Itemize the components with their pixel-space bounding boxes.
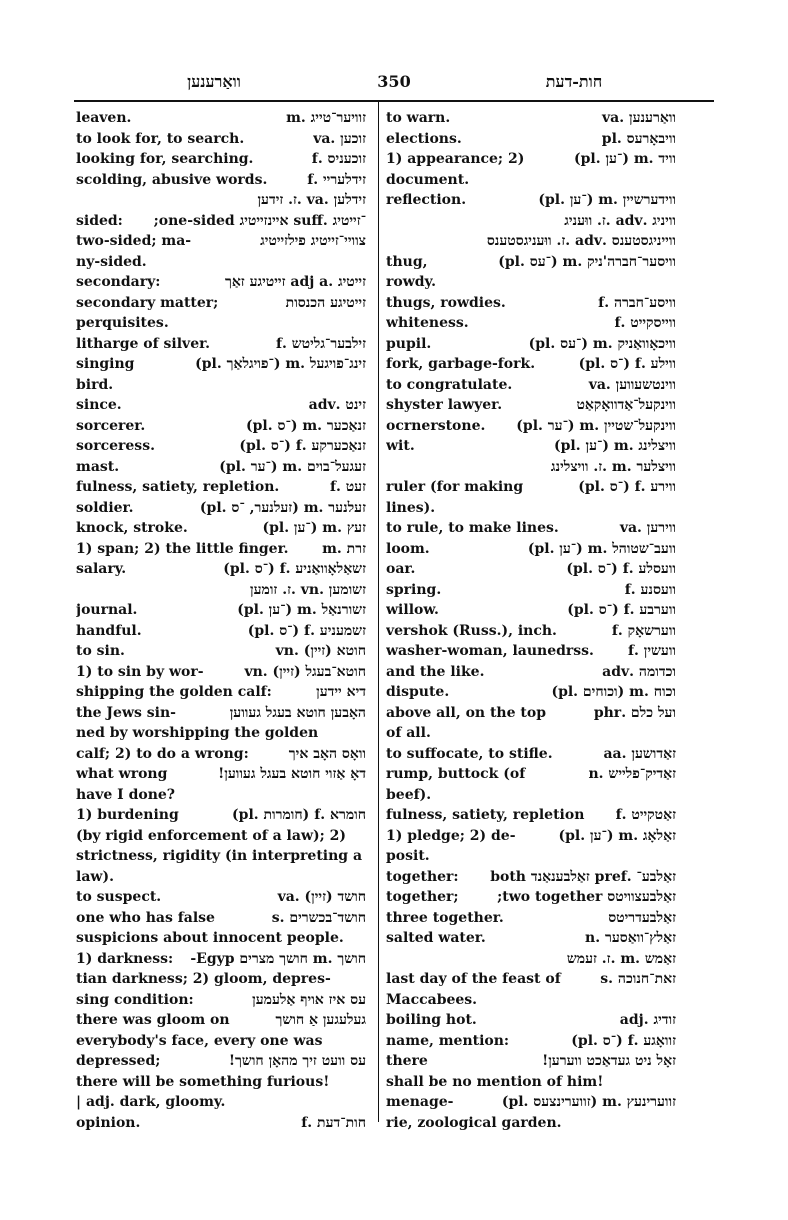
english-definition: together: bbox=[386, 868, 459, 885]
yiddish-headword: זרת .m bbox=[322, 540, 366, 557]
english-definition: posit. bbox=[386, 848, 430, 864]
dictionary-line bbox=[76, 129, 366, 150]
yiddish-headword: צוויי־זייטיג פילזייטיג bbox=[260, 233, 366, 249]
english-definition: knock, stroke. bbox=[76, 520, 188, 536]
yiddish-headword: וועשין .f bbox=[627, 643, 676, 659]
dictionary-line bbox=[386, 580, 676, 601]
english-definition: leaven. bbox=[76, 110, 132, 126]
english-definition: soldier. bbox=[76, 499, 134, 516]
dictionary-line bbox=[76, 621, 366, 642]
english-definition: menage- bbox=[386, 1094, 454, 1110]
english-definition: shall be no mention of him! bbox=[386, 1073, 604, 1090]
dictionary-line bbox=[76, 662, 366, 683]
dictionary-line bbox=[386, 682, 676, 703]
yiddish-headword: ווירע .f (־ס .pl) bbox=[578, 479, 676, 495]
english-definition: above all, on the top bbox=[386, 704, 546, 721]
yiddish-headword: חומרא .f (חומרות .pl) bbox=[232, 807, 366, 823]
dictionary-line bbox=[76, 436, 366, 457]
dictionary-line bbox=[76, 1051, 366, 1072]
yiddish-headword: וויניג .adv .ז. ווּעניג bbox=[564, 212, 676, 229]
yiddish-headword: וועסנע .f bbox=[624, 581, 676, 598]
yiddish-headword: זווערינעץ .m (זווערינצעס .pl) bbox=[501, 1094, 676, 1110]
dictionary-line bbox=[76, 477, 366, 498]
yiddish-headword: זילבער־גליטש .f bbox=[275, 335, 366, 352]
english-definition: 1) burdening bbox=[76, 807, 179, 823]
dictionary-line bbox=[386, 703, 676, 724]
dictionary-line bbox=[386, 969, 676, 990]
yiddish-headword: זנאַכערקע .f (־ס .pl) bbox=[239, 438, 366, 454]
dictionary-line bbox=[76, 949, 366, 970]
english-definition: have I done? bbox=[76, 786, 176, 803]
dictionary-line bbox=[76, 190, 366, 211]
english-definition: rowdy. bbox=[386, 274, 436, 290]
english-definition: sing condition: bbox=[76, 991, 194, 1008]
yiddish-headword: וואָס האָב איך bbox=[288, 745, 366, 762]
english-definition: shipping the golden calf: bbox=[76, 684, 272, 700]
dictionary-line bbox=[386, 1031, 676, 1052]
english-definition: rie, zoological garden. bbox=[386, 1114, 562, 1131]
english-definition: two-sided; ma- bbox=[76, 233, 192, 249]
english-definition: 1) appearance; 2) bbox=[386, 151, 525, 167]
english-definition: there was gloom on bbox=[76, 1012, 230, 1028]
english-definition: sorcerer. bbox=[76, 417, 146, 434]
dictionary-line bbox=[386, 395, 676, 416]
dictionary-line bbox=[76, 1010, 366, 1031]
dictionary-line bbox=[76, 518, 366, 539]
english-definition: 1) pledge; 2) de- bbox=[386, 827, 516, 844]
yiddish-headword: ווייניגסטענס .adv .ז. ווּעניגסטענס bbox=[486, 233, 676, 249]
english-definition: ny-sided. bbox=[76, 253, 147, 270]
english-definition: looking for, searching. bbox=[76, 151, 254, 167]
english-definition: ocrnerstone. bbox=[386, 417, 486, 434]
page-number: 350 bbox=[377, 72, 411, 91]
yiddish-headword: זייטיגע הכנסות bbox=[285, 294, 366, 311]
english-definition: everybody's face, every one was bbox=[76, 1032, 323, 1049]
yiddish-headword: ווינטשעווען .va bbox=[588, 376, 676, 393]
yiddish-headword: ווערשאָק .f bbox=[611, 622, 676, 639]
dictionary-line bbox=[76, 313, 366, 334]
yiddish-headword: זינג־פויגעל .m (־פויגלאַך .pl) bbox=[195, 356, 366, 372]
dictionary-line bbox=[386, 621, 676, 642]
dictionary-line bbox=[76, 600, 366, 621]
dictionary-line bbox=[386, 826, 676, 847]
yiddish-headword: ווינקעל־שטיין .m (־ער .pl) bbox=[516, 417, 676, 434]
english-definition: opinion. bbox=[76, 1114, 141, 1131]
dictionary-line bbox=[76, 908, 366, 929]
dictionary-line bbox=[386, 498, 676, 519]
yiddish-headword: זאַטקייט .f bbox=[615, 807, 676, 823]
english-definition: the Jews sin- bbox=[76, 704, 176, 721]
english-definition: ruler (for making bbox=[386, 479, 524, 495]
yiddish-headword: ועל כלם .phr bbox=[593, 704, 676, 721]
yiddish-headword: זידלען .va .ז. זידען bbox=[257, 192, 366, 208]
english-definition: spring. bbox=[386, 581, 442, 598]
english-definition: to congratulate. bbox=[386, 376, 513, 393]
yiddish-headword: דאָ אַזוי חוטא בעגל געווען! bbox=[218, 766, 366, 782]
dictionary-line bbox=[76, 846, 366, 867]
dictionary-line bbox=[76, 416, 366, 437]
english-definition: to rule, to make lines. bbox=[386, 520, 559, 536]
english-definition: calf; 2) to do a wrong: bbox=[76, 745, 249, 762]
yiddish-headword: ווערבע .f (־ס .pl) bbox=[567, 602, 676, 618]
dictionary-line bbox=[386, 539, 676, 560]
yiddish-headword: זוכען .va bbox=[313, 130, 366, 147]
dictionary-line bbox=[386, 375, 676, 396]
english-definition: name, mention: bbox=[386, 1032, 510, 1049]
yiddish-headword: זשומען .vn .ז. זומען bbox=[250, 581, 366, 598]
english-definition: suspicions about innocent people. bbox=[76, 930, 344, 946]
dictionary-line bbox=[76, 395, 366, 416]
dictionary-line bbox=[386, 723, 676, 744]
english-definition: document. bbox=[386, 171, 470, 188]
dictionary-line bbox=[386, 908, 676, 929]
yiddish-headword: ווינקעל־אַדוואָקאַט bbox=[576, 397, 676, 413]
yiddish-headword: זנאַכער .m (־ס .pl) bbox=[246, 417, 366, 434]
dictionary-line bbox=[386, 416, 676, 437]
dictionary-line bbox=[386, 313, 676, 334]
dictionary-line bbox=[76, 744, 366, 765]
dictionary-line bbox=[76, 990, 366, 1011]
english-definition: wit. bbox=[386, 438, 415, 454]
english-definition: dispute. bbox=[386, 684, 450, 700]
header-rule bbox=[74, 100, 714, 102]
english-definition: law). bbox=[76, 868, 114, 885]
yiddish-headword: זשאַלאָוואַניע .f (־ס .pl) bbox=[223, 561, 366, 577]
dictionary-line bbox=[76, 1031, 366, 1052]
yiddish-headword: זידלעריי .f bbox=[307, 171, 366, 188]
dictionary-line bbox=[76, 272, 366, 293]
dictionary-line bbox=[386, 764, 676, 785]
yiddish-headword: וועב־שטוהל .m (־ען .pl) bbox=[527, 540, 676, 557]
english-definition: vershok (Russ.), inch. bbox=[386, 622, 557, 639]
dictionary-line bbox=[386, 293, 676, 314]
dictionary-line bbox=[386, 1072, 676, 1093]
yiddish-headword: זעגעל־בוים .m (־ער .pl) bbox=[219, 458, 366, 475]
dictionary-line bbox=[76, 375, 366, 396]
yiddish-headword: ־זייטיג .suff איינזייטיג one-sided; bbox=[153, 212, 366, 229]
dictionary-line bbox=[386, 1051, 676, 1072]
yiddish-headword: זעט .f bbox=[329, 479, 366, 495]
yiddish-headword: וויכאָוואַניק .m (־עס .pl) bbox=[528, 335, 676, 352]
dictionary-line bbox=[76, 805, 366, 826]
english-definition: to suspect. bbox=[76, 889, 162, 905]
column-divider bbox=[378, 102, 379, 1122]
dictionary-line bbox=[76, 969, 366, 990]
dictionary-line bbox=[76, 1072, 366, 1093]
yiddish-headword: זאת־חנוכה .s bbox=[600, 971, 676, 987]
english-definition: (by rigid enforcement of a law); 2) bbox=[76, 827, 347, 844]
english-definition: to warn. bbox=[386, 110, 451, 126]
dictionary-line bbox=[76, 170, 366, 191]
yiddish-headword: וויצלער .m .ז. וויצלינג bbox=[550, 458, 676, 475]
dictionary-line bbox=[76, 887, 366, 908]
english-definition: 1) span; 2) the little finger. bbox=[76, 540, 289, 557]
english-definition: bird. bbox=[76, 376, 114, 393]
english-definition: lines). bbox=[386, 499, 436, 516]
english-definition: litharge of silver. bbox=[76, 335, 211, 352]
english-definition: fork, garbage-fork. bbox=[386, 356, 536, 372]
dictionary-line bbox=[386, 211, 676, 232]
dictionary-line bbox=[76, 334, 366, 355]
yiddish-headword: חושך .m חושך מצרים Egyp- bbox=[190, 950, 366, 967]
header-right-word: חות-דעת bbox=[545, 72, 603, 91]
page-header bbox=[74, 72, 714, 96]
yiddish-headword: זעץ .m (־ען .pl) bbox=[262, 520, 366, 536]
dictionary-line bbox=[76, 928, 366, 949]
dictionary-line bbox=[386, 272, 676, 293]
yiddish-headword: געלעגען אַ חושך bbox=[275, 1012, 366, 1028]
english-definition: strictness, rigidity (in interpreting a bbox=[76, 848, 363, 864]
english-definition: pupil. bbox=[386, 335, 432, 352]
yiddish-headword: זוויער־טייג .m bbox=[286, 110, 366, 126]
english-definition: 1) darkness: bbox=[76, 950, 174, 967]
yiddish-headword: וויד .m (־ען .pl) bbox=[574, 151, 676, 167]
yiddish-headword: זאַלבעצוויטס two together; bbox=[497, 889, 676, 905]
dictionary-line bbox=[76, 293, 366, 314]
dictionary-line bbox=[386, 108, 676, 129]
english-definition: perquisites. bbox=[76, 315, 169, 331]
dictionary-line bbox=[76, 826, 366, 847]
dictionary-line bbox=[386, 805, 676, 826]
yiddish-headword: זשורנאַל .m (־ען .pl) bbox=[237, 602, 366, 618]
dictionary-line bbox=[386, 190, 676, 211]
english-definition: reflection. bbox=[386, 192, 467, 208]
english-definition: willow. bbox=[386, 602, 439, 618]
english-definition: salted water. bbox=[386, 930, 486, 946]
dictionary-line bbox=[386, 846, 676, 867]
dictionary-line bbox=[386, 477, 676, 498]
english-definition: to look for, to search. bbox=[76, 130, 245, 147]
yiddish-headword: ווייסקייט .f bbox=[614, 315, 676, 331]
english-definition: there bbox=[386, 1053, 428, 1069]
yiddish-headword: וויצלינג .m (־ען .pl) bbox=[554, 438, 676, 454]
dictionary-line bbox=[76, 149, 366, 170]
english-definition: shyster lawyer. bbox=[386, 397, 503, 413]
dictionary-line bbox=[76, 682, 366, 703]
yiddish-headword: זשמעניע .f (־ס .pl) bbox=[247, 622, 366, 639]
dictionary-line bbox=[76, 785, 366, 806]
english-definition: tian darkness; 2) gloom, depres- bbox=[76, 971, 331, 987]
yiddish-headword: זאַלבעדריטס bbox=[608, 909, 676, 926]
english-definition: oar. bbox=[386, 561, 416, 577]
yiddish-headword: דיא יידען bbox=[316, 684, 366, 700]
yiddish-headword: חושד־בכשרים .s bbox=[271, 909, 366, 926]
dictionary-line bbox=[386, 641, 676, 662]
dictionary-line bbox=[386, 1092, 676, 1113]
yiddish-headword: וואַרענען .va bbox=[602, 110, 676, 126]
english-definition: there will be something furious! bbox=[76, 1073, 330, 1090]
right-column bbox=[386, 108, 676, 1133]
dictionary-line bbox=[76, 211, 366, 232]
english-definition: last day of the feast of bbox=[386, 971, 561, 987]
dictionary-line bbox=[386, 354, 676, 375]
dictionary-line bbox=[386, 334, 676, 355]
english-definition: 1) to sin by wor- bbox=[76, 663, 204, 680]
yiddish-headword: ווירען .va bbox=[619, 520, 676, 536]
dictionary-line bbox=[76, 457, 366, 478]
english-definition: thug, bbox=[386, 253, 428, 270]
english-definition: secondary matter; bbox=[76, 294, 219, 311]
english-definition: to sin. bbox=[76, 643, 125, 659]
english-definition: handful. bbox=[76, 622, 142, 639]
yiddish-headword: זאַלבע־ .pref זאַלבענאַנד both bbox=[490, 868, 676, 885]
dictionary-line bbox=[76, 867, 366, 888]
english-definition: scolding, abusive words. bbox=[76, 171, 268, 188]
english-definition: mast. bbox=[76, 458, 120, 475]
dictionary-line bbox=[386, 949, 676, 970]
dictionary-line bbox=[76, 1092, 366, 1113]
yiddish-headword: וכדומה .adv bbox=[602, 663, 676, 680]
dictionary-line bbox=[386, 457, 676, 478]
yiddish-headword: זייטיג .adj a זייטיגע זאַך bbox=[224, 274, 366, 290]
dictionary-line bbox=[386, 1113, 676, 1134]
english-definition: fulness, satiety, repletion bbox=[386, 807, 585, 823]
yiddish-headword: זאַמש .m .ז. זעמש bbox=[566, 950, 676, 967]
header-left-word: וואַרענען bbox=[187, 72, 241, 91]
english-definition: together; bbox=[386, 889, 459, 905]
english-definition: journal. bbox=[76, 602, 138, 618]
yiddish-headword: עס איז אויף אַלעמען bbox=[252, 991, 366, 1008]
english-definition: to suffocate, to stifle. bbox=[386, 745, 553, 762]
dictionary-line bbox=[386, 887, 676, 908]
english-definition: washer-woman, launedrss. bbox=[386, 643, 594, 659]
left-column bbox=[76, 108, 366, 1133]
dictionary-line bbox=[76, 108, 366, 129]
yiddish-headword: חוטא־בעגל (זיין) .vn bbox=[244, 663, 366, 680]
dictionary-line bbox=[76, 354, 366, 375]
english-definition: thugs, rowdies. bbox=[386, 294, 506, 311]
english-definition: sorceress. bbox=[76, 438, 155, 454]
yiddish-headword: האָבען חוטא בעגל געווען bbox=[229, 704, 366, 721]
dictionary-line bbox=[386, 662, 676, 683]
yiddish-headword: זעלנער .m (זעלנער, ־ס .pl) bbox=[199, 499, 366, 516]
english-definition: whiteness. bbox=[386, 315, 469, 331]
yiddish-headword: חות־דעת .f bbox=[301, 1114, 366, 1131]
english-definition: one who has false bbox=[76, 909, 215, 926]
dictionary-line bbox=[386, 600, 676, 621]
dictionary-line bbox=[386, 1010, 676, 1031]
yiddish-headword: זוואָגע .f (־ס .pl) bbox=[571, 1032, 676, 1049]
dictionary-line bbox=[386, 436, 676, 457]
dictionary-line bbox=[386, 990, 676, 1011]
english-definition: of all. bbox=[386, 725, 431, 741]
yiddish-headword: וויבאָרעס .pl bbox=[601, 130, 676, 147]
dictionary-line bbox=[76, 252, 366, 273]
english-definition: ned by worshipping the golden bbox=[76, 725, 319, 741]
dictionary-line bbox=[386, 252, 676, 273]
english-definition: what wrong bbox=[76, 766, 168, 782]
yiddish-headword: ווידערשיין .m (־ען .pl) bbox=[538, 192, 676, 208]
english-definition: secondary: bbox=[76, 274, 161, 290]
english-definition: | adj. dark, gloomy. bbox=[76, 1094, 226, 1110]
yiddish-headword: זודיג .adj bbox=[619, 1012, 676, 1028]
yiddish-headword: זאָל ניט געדאַכט ווערען! bbox=[542, 1053, 676, 1069]
dictionary-line bbox=[386, 231, 676, 252]
dictionary-line bbox=[76, 539, 366, 560]
dictionary-line bbox=[76, 764, 366, 785]
yiddish-headword: חוטא (זיין) .vn bbox=[275, 643, 366, 659]
english-definition: rump, buttock (of bbox=[386, 766, 526, 782]
yiddish-headword: זאַלץ־וואַסער .n bbox=[585, 930, 676, 946]
dictionary-line bbox=[76, 641, 366, 662]
english-definition: depressed; bbox=[76, 1053, 161, 1069]
yiddish-headword: זאַדושען .aa bbox=[603, 745, 676, 762]
dictionary-line bbox=[76, 559, 366, 580]
yiddish-headword: זינט .adv bbox=[308, 397, 366, 413]
dictionary-line bbox=[76, 231, 366, 252]
dictionary-line bbox=[386, 170, 676, 191]
dictionary-line bbox=[76, 498, 366, 519]
english-definition: loom. bbox=[386, 540, 430, 557]
dictionary-line bbox=[386, 129, 676, 150]
dictionary-line bbox=[386, 867, 676, 888]
english-definition: three together. bbox=[386, 909, 504, 926]
english-definition: beef). bbox=[386, 786, 432, 803]
yiddish-headword: זאַלאָג .m (־ען .pl) bbox=[558, 827, 676, 844]
dictionary-line bbox=[386, 744, 676, 765]
dictionary-line bbox=[76, 580, 366, 601]
english-definition: fulness, satiety, repletion. bbox=[76, 479, 280, 495]
english-definition: elections. bbox=[386, 130, 462, 147]
yiddish-headword: זאַדיק־פלייש .n bbox=[588, 766, 676, 782]
yiddish-headword: וועסלע .f (־ס .pl) bbox=[566, 561, 676, 577]
yiddish-headword: חושד (זיין) .va bbox=[277, 889, 366, 905]
dictionary-line bbox=[386, 559, 676, 580]
yiddish-headword: וויסע־חברה .f bbox=[598, 294, 676, 311]
dictionary-line bbox=[386, 928, 676, 949]
dictionary-line bbox=[386, 518, 676, 539]
english-definition: salary. bbox=[76, 561, 127, 577]
dictionary-line bbox=[386, 785, 676, 806]
yiddish-headword: וויסער־חברה'ניק .m (־עס .pl) bbox=[498, 253, 676, 270]
english-definition: since. bbox=[76, 397, 122, 413]
dictionary-line bbox=[76, 703, 366, 724]
yiddish-headword: ווילע .f (־ס .pl) bbox=[578, 356, 676, 372]
english-definition: and the like. bbox=[386, 663, 485, 680]
english-definition: Maccabees. bbox=[386, 991, 478, 1008]
yiddish-headword: זוכעניס .f bbox=[311, 151, 366, 167]
yiddish-headword: וכוח .m (וכוחים .pl) bbox=[551, 684, 676, 700]
dictionary-line bbox=[76, 1113, 366, 1134]
yiddish-headword: עס וועט זיך מהאָן חושך! bbox=[228, 1053, 366, 1069]
english-definition: singing bbox=[76, 356, 135, 372]
dictionary-line bbox=[386, 149, 676, 170]
english-definition: boiling hot. bbox=[386, 1012, 477, 1028]
dictionary-line bbox=[76, 723, 366, 744]
english-definition: sided: bbox=[76, 212, 123, 229]
